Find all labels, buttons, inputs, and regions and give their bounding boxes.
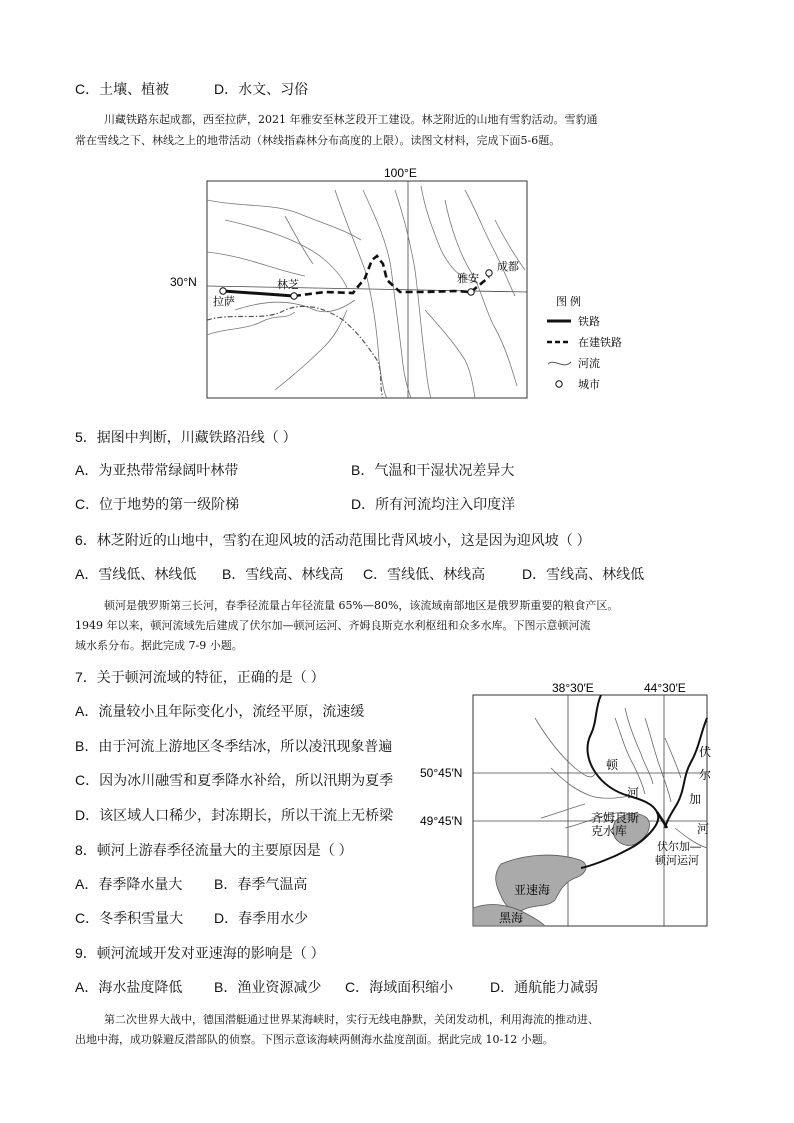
q8-stem: 8．顿河上游春季径流量大的主要原因是（ ） [75,842,353,858]
label-volga-3: 加 [689,792,702,806]
q6-option-a: A．雪线低、林线低 [75,566,197,582]
option-d-top: D．水文、习俗 [214,81,309,97]
label-chengdu: 成都 [497,261,519,273]
q9-option-d: D．通航能力减弱 [490,979,599,995]
intro2-line1: 顿河是俄罗斯第三长河，春季径流量占年径流量 65%—80%，该流域南部地区是俄罗斯重要的粮食产区。 [104,599,619,612]
q7-stem: 7．关于顿河流域的特征，正确的是（ ） [75,669,325,685]
label-30n: 30°N [170,275,197,289]
map-legend [547,294,622,391]
city-nyingchi [291,293,297,299]
intro1-line2: 常在雪线之下、林线之上的地带活动（林线指森林分布高度的上限）。读图文材料，完成下面5-6题。 [75,134,561,147]
legend-title: 图 例 [556,296,582,308]
q5-option-d: D．所有河流均注入印度洋 [351,496,516,512]
q7-option-a: A．流量较小且年际变化小，流经平原，流速缓 [75,703,365,719]
q7-option-c: C．因为冰川融雪和夏季降水补给，所以汛期为夏季 [75,772,394,788]
intro1-line1: 川藏铁路东起成都，西至拉萨，2021 年雅安至林芝段开工建设。林芝附近的山地有雪豹活动。雪豹通 [104,113,598,126]
q9-option-a: A．海水盐度降低 [75,979,183,995]
label-reservoir-2: 克水库 [591,824,628,838]
legend-railway: 铁路 [578,316,600,328]
option-c-top: C．土壤、植被 [75,81,170,97]
label-44-30e: 44°30′E [644,681,686,695]
q5-option-c: C．位于地势的第一级阶梯 [75,496,240,512]
label-black-sea: 黑海 [499,911,524,925]
q9-option-c: C．海域面积缩小 [345,979,454,995]
label-yaan: 雅安 [457,273,479,285]
label-38-30e: 38°30′E [552,681,594,695]
label-nyingchi: 林芝 [277,279,299,291]
sichuan-tibet-railway-map [165,160,635,405]
q5-stem: 5．据图中判断，川藏铁路沿线（ ） [75,429,297,445]
label-canal-1: 伏尔加— [657,841,701,853]
label-volga-1: 伏 [699,745,712,759]
legend-under-construction: 在建铁路 [578,337,622,349]
intro2-line3: 域水系分布。据此完成 7-9 小题。 [75,639,243,652]
legend-city: 城市 [578,379,600,391]
label-volga-2: 尔 [699,768,712,782]
q9-option-b: B．渔业资源减少 [214,979,322,995]
q7-option-b: B．由于河流上游地区冬季结冰，所以凌汛现象普遍 [75,738,393,754]
city-yaan [468,289,474,295]
q6-option-b: B．雪线高、林线高 [222,566,344,582]
label-volga-4: 河 [697,822,710,836]
q8-option-d: D．春季用水少 [214,910,309,926]
intro3-line2: 出地中海，成功躲避反潜部队的侦察。下图示意该海峡两侧海水盐度剖面。据此完成 10-12 小题。 [75,1033,554,1046]
don-river-basin-map [415,678,720,930]
q8-option-a: A．春季降水量大 [75,876,183,892]
intro3-line1: 第二次世界大战中，德国潜艇通过世界某海峡时，实行无线电静默，关闭发动机，利用海流的推动进、 [104,1013,599,1026]
label-lhasa: 拉萨 [213,296,235,308]
q8-option-b: B．春季气温高 [214,876,308,892]
label-azov-sea: 亚速海 [514,883,551,897]
q8-option-c: C．冬季积雪量大 [75,910,184,926]
q5-option-a: A．为亚热带常绿阔叶林带 [75,462,239,478]
label-don-2: 河 [627,786,640,800]
q6-option-d: D．雪线高、林线低 [522,566,645,582]
q7-option-d: D．该区域人口稀少，封冻期长，所以干流上无桥梁 [75,807,394,823]
intro2-line2: 1949 年以来，顿河流域先后建成了伏尔加—顿河运河、齐姆良斯克水利枢纽和众多水库。下图示意顿河流 [75,619,591,632]
city-chengdu [486,270,492,276]
legend-river: 河流 [578,358,600,370]
q6-option-c: C．雪线低、林线高 [363,566,486,582]
q9-stem: 9．顿河流域开发对亚速海的影响是（ ） [75,945,325,961]
q5-option-b: B．气温和干湿状况差异大 [351,462,515,478]
city-lhasa [220,288,226,294]
label-49-45n: 49°45′N [420,814,463,828]
label-don-1: 顿 [606,758,619,772]
q6-stem: 6．林芝附近的山地中，雪豹在迎风坡的活动范围比背风坡小，这是因为迎风坡（ ） [75,532,591,548]
label-canal-2: 顿河运河 [655,855,699,867]
label-50-45n: 50°45′N [420,766,463,780]
label-reservoir-1: 齐姆良斯 [591,811,640,825]
label-100e: 100°E [384,166,417,180]
